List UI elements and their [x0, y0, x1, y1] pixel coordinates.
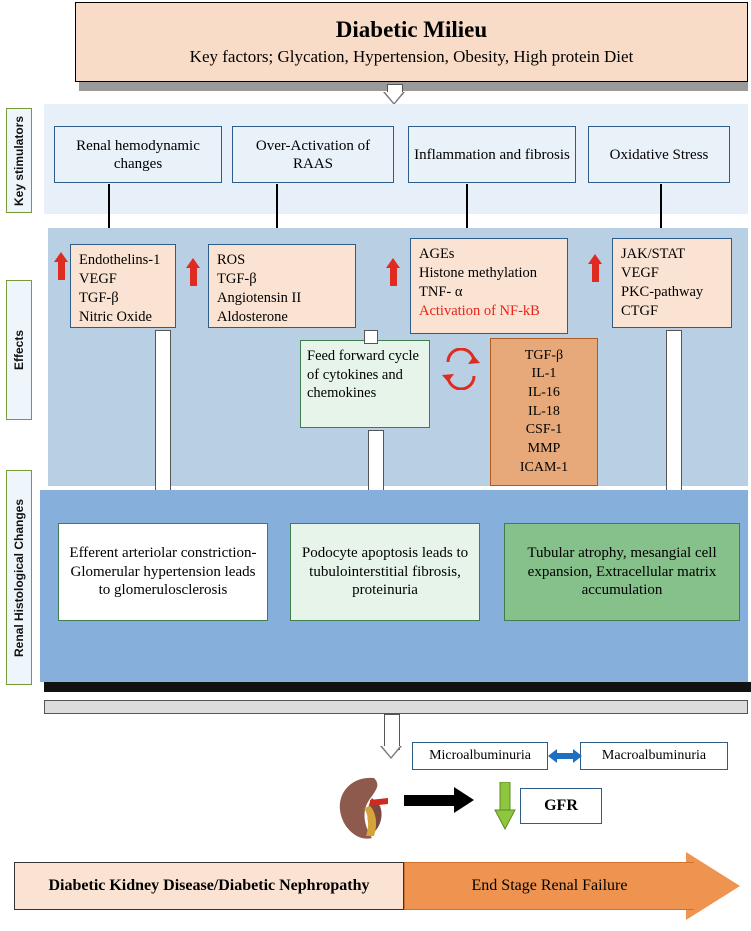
cycle-arrows-icon — [440, 348, 482, 390]
cytokine-item-2: IL-1 — [531, 366, 557, 382]
effect-box-2 — [208, 244, 356, 328]
stimulator-box-raas: Over-Activation of RAAS — [232, 126, 394, 183]
cytokine-item-4: IL-18 — [528, 403, 560, 419]
final-arrow-head — [686, 852, 740, 920]
double-headed-arrow-icon — [548, 746, 582, 766]
effect-1-line-1: Endothelins-1 — [79, 252, 161, 268]
histological-box-1: Efferent arteriolar constriction- Glomerular hypertension leads to glomerulosclerosis — [58, 523, 268, 621]
microalbuminuria-box: Microalbuminuria — [412, 742, 548, 770]
stimulator-box-oxidative-stress: Oxidative Stress — [588, 126, 730, 183]
effect-box-1 — [70, 244, 176, 328]
up-arrow-icon-effect-2 — [186, 258, 200, 288]
up-arrow-icon-effect-1 — [54, 252, 68, 282]
effect-1-line-4: Nitric Oxide — [79, 309, 152, 326]
section-label-histological: Renal Histological Changes — [6, 470, 32, 685]
cytokine-list-box — [490, 338, 598, 486]
histological-box-3: Tubular atrophy, mesangial cell expansion, Extracellular matrix accumulation — [504, 523, 740, 621]
gfr-decrease-arrow-icon — [494, 782, 516, 830]
end-stage-renal-failure-box: End Stage Renal Failure — [404, 862, 694, 910]
gfr-box: GFR — [520, 788, 602, 824]
diabetic-kidney-disease-box: Diabetic Kidney Disease/Diabetic Nephropathy — [14, 862, 404, 910]
effect-2-line-1: ROS — [217, 252, 246, 268]
effect-3-line-2: Histone methylation — [419, 265, 537, 282]
effect-1-line-3: TGF-β — [79, 290, 119, 307]
page-title: Diabetic Milieu — [335, 16, 488, 42]
cytokine-item-7: ICAM-1 — [519, 459, 569, 475]
stimulator-box-renal-hemodynamic: Renal hemodynamic changes — [54, 126, 222, 183]
kidney-to-gfr-arrow — [404, 795, 456, 806]
effect-2-line-3: Angiotensin II — [217, 290, 302, 307]
histological-box-2: Podocyte apoptosis leads to tubulointerstitial fibrosis, proteinuria — [290, 523, 480, 621]
cytokine-item-5: CSF-1 — [525, 422, 563, 438]
up-arrow-icon-effect-3 — [386, 258, 400, 288]
effect-3-line-1: AGEs — [419, 246, 455, 262]
cytokine-item-1: TGF-β — [524, 347, 564, 363]
title-shadow — [79, 82, 748, 91]
kidney-to-gfr-arrowhead — [454, 787, 474, 813]
effect-2-line-4: Aldosterone — [217, 309, 288, 326]
kidney-illustration — [336, 772, 398, 844]
cytokine-item-6: MMP — [527, 440, 561, 456]
arrow-title-to-stimulators — [387, 84, 401, 98]
effect-3-line-3: TNF- α — [419, 284, 463, 301]
histological-band-shadow — [44, 682, 751, 692]
effect-4-line-1: JAK/STAT — [621, 246, 686, 262]
effect-box-3 — [410, 238, 568, 334]
bottom-connector-bar — [44, 700, 748, 714]
feed-forward-cycle-box: Feed forward cycle of cytokines and chemokines — [300, 340, 430, 428]
diabetic-milieu-title-box — [75, 2, 748, 82]
cytokine-item-3: IL-16 — [528, 385, 560, 401]
effect-4-line-2: VEGF — [621, 265, 659, 282]
macroalbuminuria-box: Macroalbuminuria — [580, 742, 728, 770]
effect-1-line-2: VEGF — [79, 271, 117, 288]
effect-2-line-2: TGF-β — [217, 271, 257, 288]
up-arrow-icon-effect-4 — [588, 254, 602, 284]
effect-box-4 — [612, 238, 732, 328]
section-label-key-stimulators: Key stimulators — [6, 108, 32, 213]
effect-3-highlight: Activation of NF-kB — [419, 303, 540, 320]
section-label-effects: Effects — [6, 280, 32, 420]
effect-4-line-3: PKC-pathway — [621, 284, 704, 301]
page-subtitle: Key factors; Glycation, Hypertension, Obesity, High protein Diet — [189, 47, 634, 67]
effect-4-line-4: CTGF — [621, 303, 659, 320]
stimulator-box-inflammation: Inflammation and fibrosis — [408, 126, 576, 183]
